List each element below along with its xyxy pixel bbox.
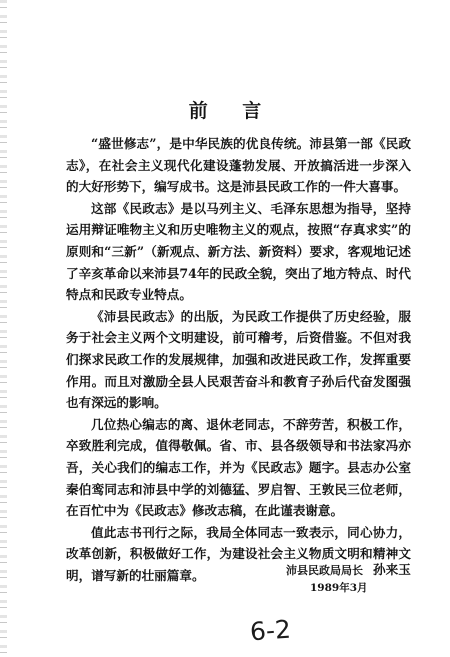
signature-date: 1989年3月 xyxy=(310,582,368,594)
signature-line xyxy=(286,559,411,578)
page-title: 前 言 xyxy=(188,100,276,122)
paragraph-1: “盛世修志”，是中华民族的优良传统。沛县第一部《民政志》，在社会主义现代化建设蓬勃发展、开放搞活进一步深入的大好形势下，编写成书。这是沛县民政工作的一件大喜事。 xyxy=(66,136,411,195)
signature-name: 孙来玉 xyxy=(373,562,411,577)
preface-body xyxy=(66,133,411,586)
paragraph-3: 《沛县民政志》的出版，为民政工作提供了历史经验，服务于社会主义两个文明建设，前可稽考，后资借鉴。不但对我们探求民政工作的发展规律，加强和改进民政工作，发挥重要作用。而且对激励全县人民艰苦奋斗和教育子孙后代奋发图强也有深远的影响。 xyxy=(66,308,411,411)
paragraph-5: 值此志书刊行之际，我局全体同志一致表示，同心协力，改革创新，积极做好工作，为建设社会主义物质文明和精神文明，谱写新的壮丽篇章。 xyxy=(66,524,411,583)
paragraph-2: 这部《民政志》是以马列主义、毛泽东思想为指导，坚持运用辩证唯物主义和历史唯物主义的观点，按照“存真求实”的原则和“三新”（新观点、新方法、新资料）要求，客观地记述了辛亥革命以来沛县74年的民政全貌，突出了地方特点、时代特点和民政专业特点。 xyxy=(66,200,411,303)
handwritten-page-note: 6-2 xyxy=(249,614,292,647)
signature-position: 沛县民政局局长 xyxy=(286,564,363,577)
paragraph-4: 几位热心编志的离、退休老同志，不辞劳苦，积极工作，卒致胜利完成，值得敬佩。省、市、县各级领导和书法家冯亦吾，关心我们的编志工作，并为《民政志》题字。县志办公室秦伯鸾同志和沛县中学的刘德猛、罗启智、王敦民三位老师，在百忙中为《民政志》修改志稿，在此谨表谢意。 xyxy=(66,416,411,519)
